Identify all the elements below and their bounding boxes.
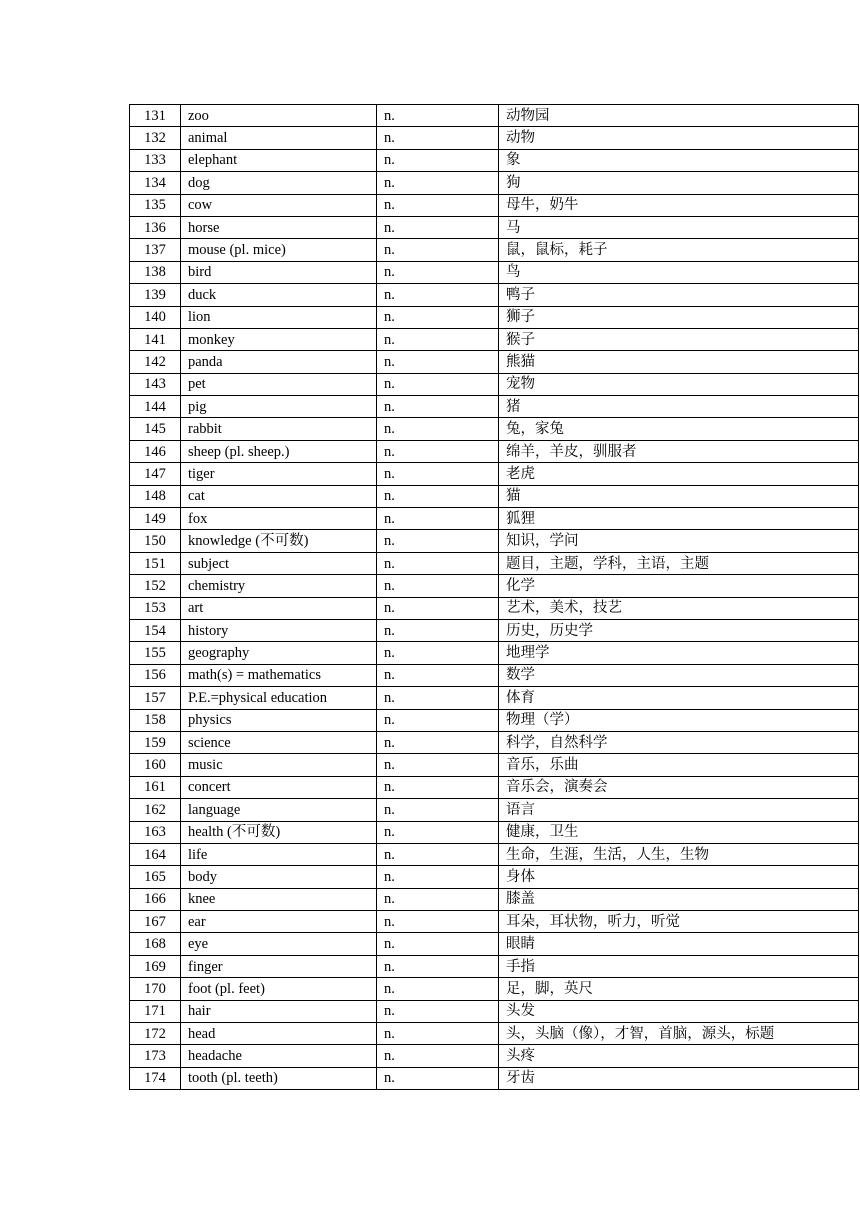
table-row <box>130 664 859 686</box>
entry-number: 150 <box>130 530 181 552</box>
entry-meaning: 耳朵，耳状物，听力，听觉 <box>499 911 859 933</box>
entry-part-of-speech: n. <box>377 306 499 328</box>
entry-meaning: 狐狸 <box>499 508 859 530</box>
entry-number: 173 <box>130 1045 181 1067</box>
table-row <box>130 261 859 283</box>
entry-part-of-speech: n. <box>377 261 499 283</box>
entry-meaning: 老虎 <box>499 463 859 485</box>
entry-part-of-speech: n. <box>377 911 499 933</box>
entry-meaning: 音乐，乐曲 <box>499 754 859 776</box>
entry-meaning: 知识，学问 <box>499 530 859 552</box>
entry-number: 151 <box>130 552 181 574</box>
table-row <box>130 485 859 507</box>
entry-number: 147 <box>130 463 181 485</box>
entry-meaning: 头发 <box>499 1000 859 1022</box>
entry-meaning: 头，头脑（像），才智，首脑，源头，标题 <box>499 1023 859 1045</box>
entry-part-of-speech: n. <box>377 284 499 306</box>
entry-part-of-speech: n. <box>377 799 499 821</box>
entry-word: lion <box>181 306 377 328</box>
entry-word: cat <box>181 485 377 507</box>
entry-word: body <box>181 866 377 888</box>
entry-word: panda <box>181 351 377 373</box>
entry-number: 154 <box>130 619 181 641</box>
table-row <box>130 552 859 574</box>
entry-word: elephant <box>181 149 377 171</box>
entry-number: 139 <box>130 284 181 306</box>
entry-meaning: 动物 <box>499 127 859 149</box>
entry-word: knee <box>181 888 377 910</box>
entry-meaning: 生命，生涯，生活，人生，生物 <box>499 843 859 865</box>
entry-part-of-speech: n. <box>377 776 499 798</box>
table-row <box>130 1023 859 1045</box>
entry-number: 167 <box>130 911 181 933</box>
entry-number: 170 <box>130 978 181 1000</box>
entry-word: horse <box>181 216 377 238</box>
entry-meaning: 手指 <box>499 955 859 977</box>
entry-meaning: 膝盖 <box>499 888 859 910</box>
table-row <box>130 754 859 776</box>
table-row <box>130 239 859 261</box>
entry-meaning: 地理学 <box>499 642 859 664</box>
entry-number: 153 <box>130 597 181 619</box>
entry-number: 138 <box>130 261 181 283</box>
entry-word: P.E.=physical education <box>181 687 377 709</box>
entry-word: sheep (pl. sheep.) <box>181 440 377 462</box>
table-row <box>130 328 859 350</box>
entry-meaning: 牙齿 <box>499 1067 859 1089</box>
entry-number: 148 <box>130 485 181 507</box>
entry-word: history <box>181 619 377 641</box>
entry-word: fox <box>181 508 377 530</box>
entry-number: 169 <box>130 955 181 977</box>
entry-meaning: 历史，历史学 <box>499 619 859 641</box>
entry-meaning: 足，脚，英尺 <box>499 978 859 1000</box>
entry-number: 149 <box>130 508 181 530</box>
entry-word: math(s) = mathematics <box>181 664 377 686</box>
entry-meaning: 马 <box>499 216 859 238</box>
entry-part-of-speech: n. <box>377 1000 499 1022</box>
entry-part-of-speech: n. <box>377 172 499 194</box>
entry-part-of-speech: n. <box>377 866 499 888</box>
entry-part-of-speech: n. <box>377 508 499 530</box>
entry-number: 168 <box>130 933 181 955</box>
table-row <box>130 306 859 328</box>
table-row <box>130 933 859 955</box>
entry-number: 136 <box>130 216 181 238</box>
entry-word: pig <box>181 396 377 418</box>
entry-number: 141 <box>130 328 181 350</box>
entry-number: 143 <box>130 373 181 395</box>
entry-word: headache <box>181 1045 377 1067</box>
entry-number: 137 <box>130 239 181 261</box>
entry-part-of-speech: n. <box>377 530 499 552</box>
entry-number: 134 <box>130 172 181 194</box>
table-row <box>130 888 859 910</box>
entry-number: 163 <box>130 821 181 843</box>
table-row <box>130 1067 859 1089</box>
entry-meaning: 头疼 <box>499 1045 859 1067</box>
entry-part-of-speech: n. <box>377 619 499 641</box>
entry-number: 135 <box>130 194 181 216</box>
table-row <box>130 911 859 933</box>
table-row <box>130 597 859 619</box>
table-row <box>130 642 859 664</box>
entry-meaning: 绵羊，羊皮，驯服者 <box>499 440 859 462</box>
entry-part-of-speech: n. <box>377 552 499 574</box>
table-row <box>130 351 859 373</box>
entry-word: animal <box>181 127 377 149</box>
entry-part-of-speech: n. <box>377 194 499 216</box>
entry-word: pet <box>181 373 377 395</box>
entry-meaning: 艺术，美术，技艺 <box>499 597 859 619</box>
entry-word: dog <box>181 172 377 194</box>
entry-part-of-speech: n. <box>377 105 499 127</box>
entry-meaning: 狗 <box>499 172 859 194</box>
entry-word: life <box>181 843 377 865</box>
entry-number: 172 <box>130 1023 181 1045</box>
table-row <box>130 105 859 127</box>
table-row <box>130 799 859 821</box>
entry-number: 142 <box>130 351 181 373</box>
entry-meaning: 母牛，奶牛 <box>499 194 859 216</box>
table-row <box>130 687 859 709</box>
entry-number: 133 <box>130 149 181 171</box>
entry-number: 144 <box>130 396 181 418</box>
entry-number: 131 <box>130 105 181 127</box>
entry-number: 161 <box>130 776 181 798</box>
entry-meaning: 科学，自然科学 <box>499 731 859 753</box>
table-row <box>130 619 859 641</box>
entry-part-of-speech: n. <box>377 396 499 418</box>
entry-meaning: 狮子 <box>499 306 859 328</box>
table-row <box>130 776 859 798</box>
entry-part-of-speech: n. <box>377 731 499 753</box>
entry-part-of-speech: n. <box>377 978 499 1000</box>
entry-meaning: 眼睛 <box>499 933 859 955</box>
entry-word: art <box>181 597 377 619</box>
entry-part-of-speech: n. <box>377 888 499 910</box>
table-row <box>130 396 859 418</box>
table-row <box>130 1045 859 1067</box>
entry-part-of-speech: n. <box>377 664 499 686</box>
entry-number: 132 <box>130 127 181 149</box>
entry-part-of-speech: n. <box>377 328 499 350</box>
entry-word: monkey <box>181 328 377 350</box>
table-row <box>130 866 859 888</box>
entry-meaning: 鼠，鼠标，耗子 <box>499 239 859 261</box>
table-row <box>130 843 859 865</box>
entry-word: tiger <box>181 463 377 485</box>
entry-part-of-speech: n. <box>377 149 499 171</box>
entry-part-of-speech: n. <box>377 597 499 619</box>
entry-part-of-speech: n. <box>377 485 499 507</box>
entry-number: 160 <box>130 754 181 776</box>
entry-part-of-speech: n. <box>377 955 499 977</box>
table-row <box>130 575 859 597</box>
entry-part-of-speech: n. <box>377 933 499 955</box>
entry-part-of-speech: n. <box>377 843 499 865</box>
entry-number: 165 <box>130 866 181 888</box>
entry-word: head <box>181 1023 377 1045</box>
entry-meaning: 猪 <box>499 396 859 418</box>
entry-word: science <box>181 731 377 753</box>
entry-word: geography <box>181 642 377 664</box>
entry-word: knowledge (不可数) <box>181 530 377 552</box>
entry-part-of-speech: n. <box>377 642 499 664</box>
entry-meaning: 健康，卫生 <box>499 821 859 843</box>
entry-number: 156 <box>130 664 181 686</box>
entry-part-of-speech: n. <box>377 821 499 843</box>
entry-word: rabbit <box>181 418 377 440</box>
entry-word: finger <box>181 955 377 977</box>
entry-part-of-speech: n. <box>377 463 499 485</box>
table-row <box>130 821 859 843</box>
entry-word: subject <box>181 552 377 574</box>
entry-meaning: 身体 <box>499 866 859 888</box>
entry-word: zoo <box>181 105 377 127</box>
table-row <box>130 978 859 1000</box>
entry-word: eye <box>181 933 377 955</box>
entry-word: ear <box>181 911 377 933</box>
vocabulary-table-body <box>130 105 859 1090</box>
entry-word: physics <box>181 709 377 731</box>
entry-meaning: 化学 <box>499 575 859 597</box>
entry-number: 157 <box>130 687 181 709</box>
table-row <box>130 709 859 731</box>
table-row <box>130 418 859 440</box>
entry-meaning: 数学 <box>499 664 859 686</box>
table-row <box>130 508 859 530</box>
entry-part-of-speech: n. <box>377 754 499 776</box>
entry-meaning: 猫 <box>499 485 859 507</box>
entry-word: health (不可数) <box>181 821 377 843</box>
entry-number: 140 <box>130 306 181 328</box>
table-row <box>130 284 859 306</box>
entry-word: music <box>181 754 377 776</box>
table-row <box>130 955 859 977</box>
entry-meaning: 题目，主题，学科，主语，主题 <box>499 552 859 574</box>
entry-part-of-speech: n. <box>377 216 499 238</box>
entry-part-of-speech: n. <box>377 575 499 597</box>
entry-word: concert <box>181 776 377 798</box>
entry-part-of-speech: n. <box>377 440 499 462</box>
table-row <box>130 194 859 216</box>
entry-part-of-speech: n. <box>377 351 499 373</box>
entry-word: tooth (pl. teeth) <box>181 1067 377 1089</box>
entry-part-of-speech: n. <box>377 1045 499 1067</box>
entry-word: duck <box>181 284 377 306</box>
entry-part-of-speech: n. <box>377 127 499 149</box>
entry-word: hair <box>181 1000 377 1022</box>
entry-number: 146 <box>130 440 181 462</box>
entry-part-of-speech: n. <box>377 373 499 395</box>
entry-meaning: 语言 <box>499 799 859 821</box>
entry-number: 166 <box>130 888 181 910</box>
entry-number: 162 <box>130 799 181 821</box>
entry-meaning: 鸭子 <box>499 284 859 306</box>
entry-number: 158 <box>130 709 181 731</box>
entry-part-of-speech: n. <box>377 239 499 261</box>
table-row <box>130 149 859 171</box>
table-row <box>130 530 859 552</box>
entry-meaning: 音乐会，演奏会 <box>499 776 859 798</box>
entry-meaning: 物理（学） <box>499 709 859 731</box>
entry-word: language <box>181 799 377 821</box>
entry-word: foot (pl. feet) <box>181 978 377 1000</box>
entry-number: 174 <box>130 1067 181 1089</box>
entry-number: 155 <box>130 642 181 664</box>
entry-meaning: 鸟 <box>499 261 859 283</box>
table-row <box>130 463 859 485</box>
entry-word: cow <box>181 194 377 216</box>
entry-part-of-speech: n. <box>377 687 499 709</box>
table-row <box>130 731 859 753</box>
entry-number: 171 <box>130 1000 181 1022</box>
entry-word: chemistry <box>181 575 377 597</box>
entry-meaning: 熊猫 <box>499 351 859 373</box>
entry-meaning: 兔，家兔 <box>499 418 859 440</box>
entry-part-of-speech: n. <box>377 1023 499 1045</box>
entry-number: 152 <box>130 575 181 597</box>
entry-number: 145 <box>130 418 181 440</box>
entry-part-of-speech: n. <box>377 418 499 440</box>
entry-meaning: 猴子 <box>499 328 859 350</box>
entry-part-of-speech: n. <box>377 709 499 731</box>
entry-meaning: 象 <box>499 149 859 171</box>
entry-number: 164 <box>130 843 181 865</box>
table-row <box>130 1000 859 1022</box>
entry-meaning: 动物园 <box>499 105 859 127</box>
table-row <box>130 127 859 149</box>
vocabulary-table <box>129 104 859 1090</box>
entry-meaning: 体育 <box>499 687 859 709</box>
entry-part-of-speech: n. <box>377 1067 499 1089</box>
entry-number: 159 <box>130 731 181 753</box>
table-row <box>130 216 859 238</box>
entry-word: bird <box>181 261 377 283</box>
entry-meaning: 宠物 <box>499 373 859 395</box>
table-row <box>130 440 859 462</box>
entry-word: mouse (pl. mice) <box>181 239 377 261</box>
table-row <box>130 172 859 194</box>
table-row <box>130 373 859 395</box>
